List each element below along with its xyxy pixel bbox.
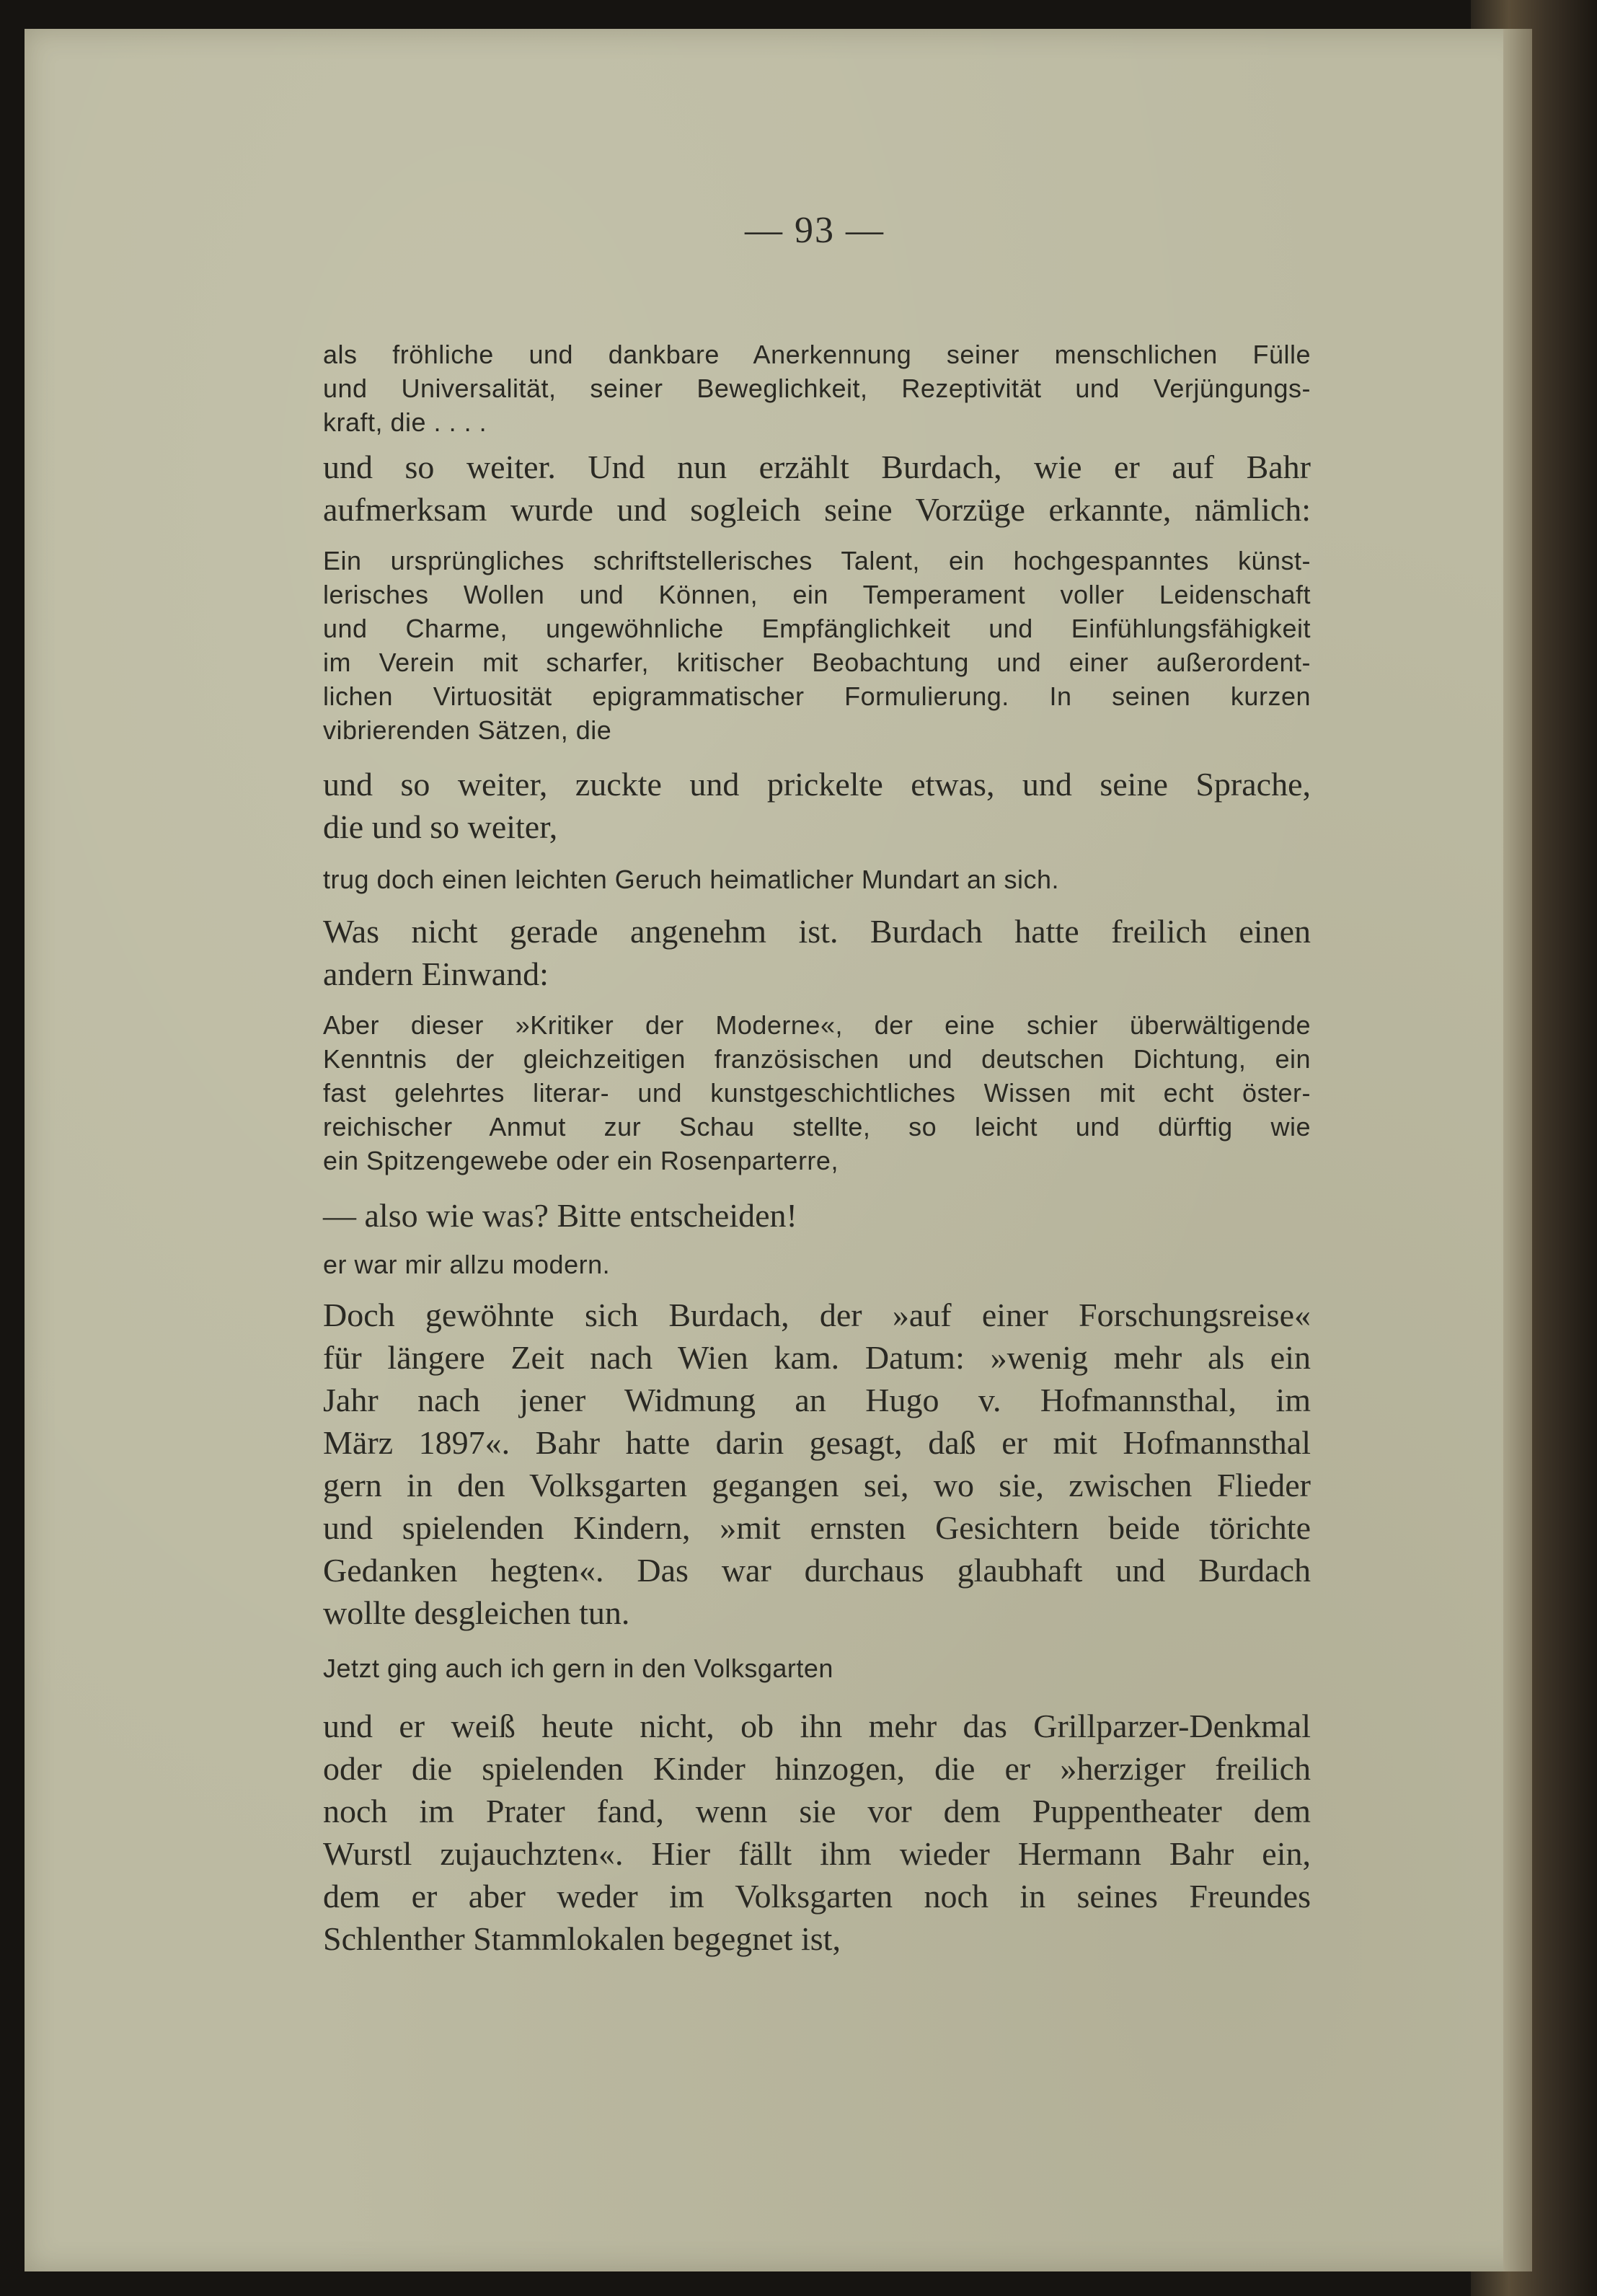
page-edge-shadow <box>1503 29 1532 2271</box>
text-line: gern in den Volksgarten gegangen sei, wo sie, zwischen Flieder <box>323 1467 1311 1504</box>
text-line: März 1897«. Bahr hatte darin gesagt, daß er mit Hofmannsthal <box>323 1424 1311 1461</box>
paragraph-1 <box>323 446 1311 531</box>
page-number: — 93 — <box>745 210 885 251</box>
text-line: dem er aber weder im Volksgarten noch in seines Freundes <box>323 1878 1311 1915</box>
quote-block-2 <box>323 544 1311 747</box>
text-line: Jetzt ging auch ich gern in den Volksgarten <box>323 1653 833 1683</box>
text-line: lichen Virtuosität epigrammatischer Formulierung. In seinen kurzen <box>323 681 1311 711</box>
text-line: die und so weiter, <box>323 808 558 845</box>
text-line: und Charme, ungewöhnliche Empfänglichkeit und Einfühlungsfähigkeit <box>323 614 1311 643</box>
text-line: Kenntnis der gleichzeitigen französischen und deutschen Dichtung, ein <box>323 1044 1311 1074</box>
paragraph-3 <box>323 910 1311 995</box>
text-line: lerisches Wollen und Können, ein Temperament voller Leidenschaft <box>323 580 1311 609</box>
text-line: kraft, die . . . . <box>323 407 487 437</box>
text-line: fast gelehrtes literar- und kunstgeschichtliches Wissen mit echt öster- <box>323 1078 1311 1108</box>
text-line: als fröhliche und dankbare Anerkennung seiner menschlichen Fülle <box>323 340 1311 369</box>
text-line: und so weiter. Und nun erzählt Burdach, wie er auf Bahr <box>323 449 1311 485</box>
paragraph-4 <box>323 1194 1311 1237</box>
text-line: und so weiter, zuckte und prickelte etwas, und seine Sprache, <box>323 766 1311 803</box>
text-line: Ein ursprüngliches schriftstellerisches Talent, ein hochgespanntes künst- <box>323 546 1311 575</box>
text-line: Aber dieser »Kritiker der Moderne«, der eine schier überwältigende <box>323 1010 1311 1040</box>
text-line: oder die spielenden Kinder hinzogen, die er »herziger freilich <box>323 1750 1311 1787</box>
quote-block-1 <box>323 337 1311 439</box>
text-line: aufmerksam wurde und sogleich seine Vorzüge erkannte, nämlich: <box>323 491 1311 528</box>
quote-block-6 <box>323 1651 1311 1685</box>
text-line: und spielenden Kindern, »mit ernsten Gesichtern beide törichte <box>323 1509 1311 1546</box>
text-line: Schlenther Stammlokalen begegnet ist, <box>323 1920 841 1957</box>
text-line: Doch gewöhnte sich Burdach, der »auf einer Forschungsreise« <box>323 1297 1311 1333</box>
text-line: wollte desgleichen tun. <box>323 1594 630 1631</box>
text-line: — also wie was? Bitte entscheiden! <box>323 1197 797 1234</box>
text-line: Was nicht gerade angenehm ist. Burdach hatte freilich einen <box>323 913 1311 950</box>
text-line: er war mir allzu modern. <box>323 1250 611 1279</box>
text-line: andern Einwand: <box>323 955 549 992</box>
text-line: und Universalität, seiner Beweglichkeit, Rezeptivität und Verjüngungs- <box>323 374 1311 403</box>
text-line: im Verein mit scharfer, kritischer Beobachtung und einer außerordent- <box>323 648 1311 677</box>
text-line: für längere Zeit nach Wien kam. Datum: »wenig mehr als ein <box>323 1339 1311 1376</box>
text-line: und er weiß heute nicht, ob ihn mehr das Grillparzer-Denkmal <box>323 1708 1311 1744</box>
paragraph-5 <box>323 1294 1311 1634</box>
text-line: noch im Prater fand, wenn sie vor dem Puppentheater dem <box>323 1793 1311 1829</box>
quote-block-4 <box>323 1008 1311 1178</box>
text-line: Wurstl zujauchzten«. Hier fällt ihm wieder Hermann Bahr ein, <box>323 1835 1311 1872</box>
text-line: trug doch einen leichten Geruch heimatlicher Mundart an sich. <box>323 865 1060 894</box>
paragraph-2 <box>323 763 1311 848</box>
paragraph-6 <box>323 1705 1311 1960</box>
text-line: Gedanken hegten«. Das war durchaus glaubhaft und Burdach <box>323 1552 1311 1589</box>
quote-block-3 <box>323 862 1311 896</box>
quote-block-5 <box>323 1248 1311 1281</box>
text-line: vibrierenden Sätzen, die <box>323 715 612 745</box>
text-line: Jahr nach jener Widmung an Hugo v. Hofmannsthal, im <box>323 1382 1311 1418</box>
text-line: reichischer Anmut zur Schau stellte, so leicht und dürftig wie <box>323 1112 1311 1142</box>
text-line: ein Spitzengewebe oder ein Rosenparterre, <box>323 1146 839 1175</box>
